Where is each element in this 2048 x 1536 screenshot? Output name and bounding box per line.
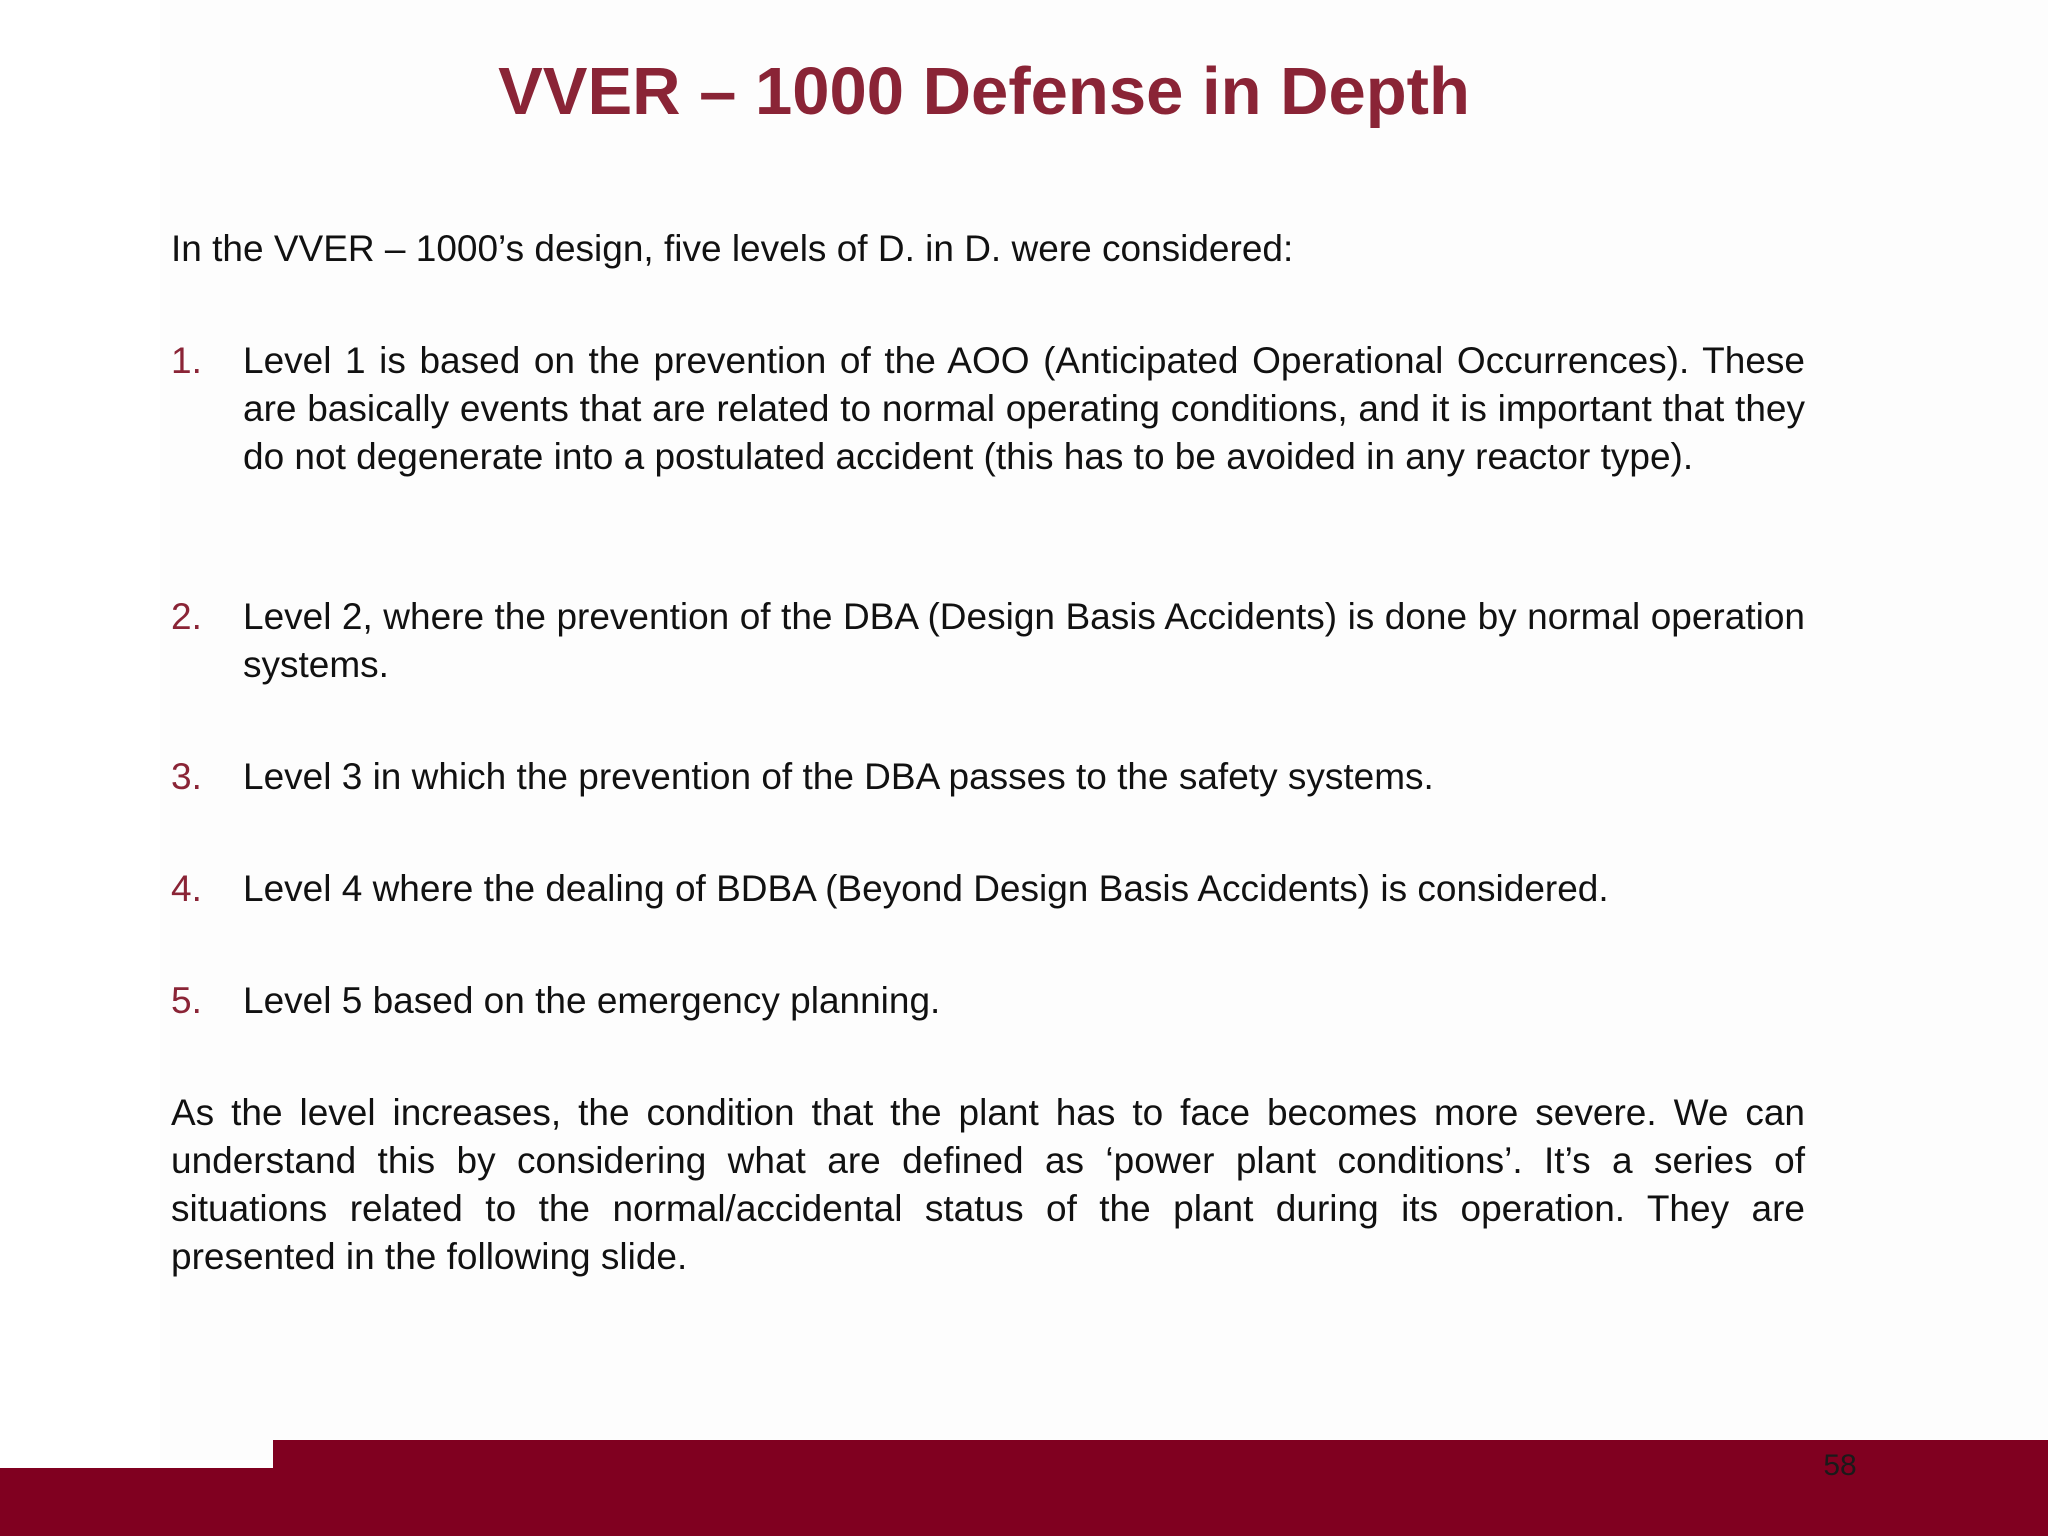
list-item-text: Level 3 in which the prevention of the DBA passes to the safety systems. [243,756,1434,797]
slide-title: VVER – 1000 Defense in Depth [498,54,1470,129]
list-item-level-2 [171,593,1805,689]
list-item-level-4 [171,865,1805,913]
footer-bar-raised [273,1440,2048,1536]
list-item-level-3 [171,753,1805,801]
list-number: 4. [171,868,202,909]
intro-text: In the VVER – 1000’s design, five levels of D. in D. were considered: [171,228,1294,269]
closing-paragraph: As the level increases, the condition that the plant has to face becomes more severe. We can understand this by considering what are defined as ‘power plant conditions’. It’s a series of situations related to the normal/accidental status of the plant during its operation. They are presented in the following slide. [171,1092,1805,1277]
list-item-text: Level 5 based on the emergency planning. [243,980,941,1021]
list-item-text: Level 2, where the prevention of the DBA (Design Basis Accidents) is done by normal operation systems. [243,596,1805,685]
list-number: 5. [171,980,202,1021]
page-number: 58 [1823,1449,1857,1482]
list-item-text: Level 1 is based on the prevention of the AOO (Anticipated Operational Occurrences). These are basically events that are related to normal operating conditions, and it is important that they do not degenerate into a postulated accident (this has to be avoided in any reactor type). [243,340,1805,477]
list-item-text: Level 4 where the dealing of BDBA (Beyond Design Basis Accidents) is considered. [243,868,1609,909]
list-item-level-1 [171,337,1805,481]
list-number: 2. [171,596,202,637]
list-number: 1. [171,340,202,381]
list-number: 3. [171,756,202,797]
list-item-level-5 [171,977,1805,1025]
